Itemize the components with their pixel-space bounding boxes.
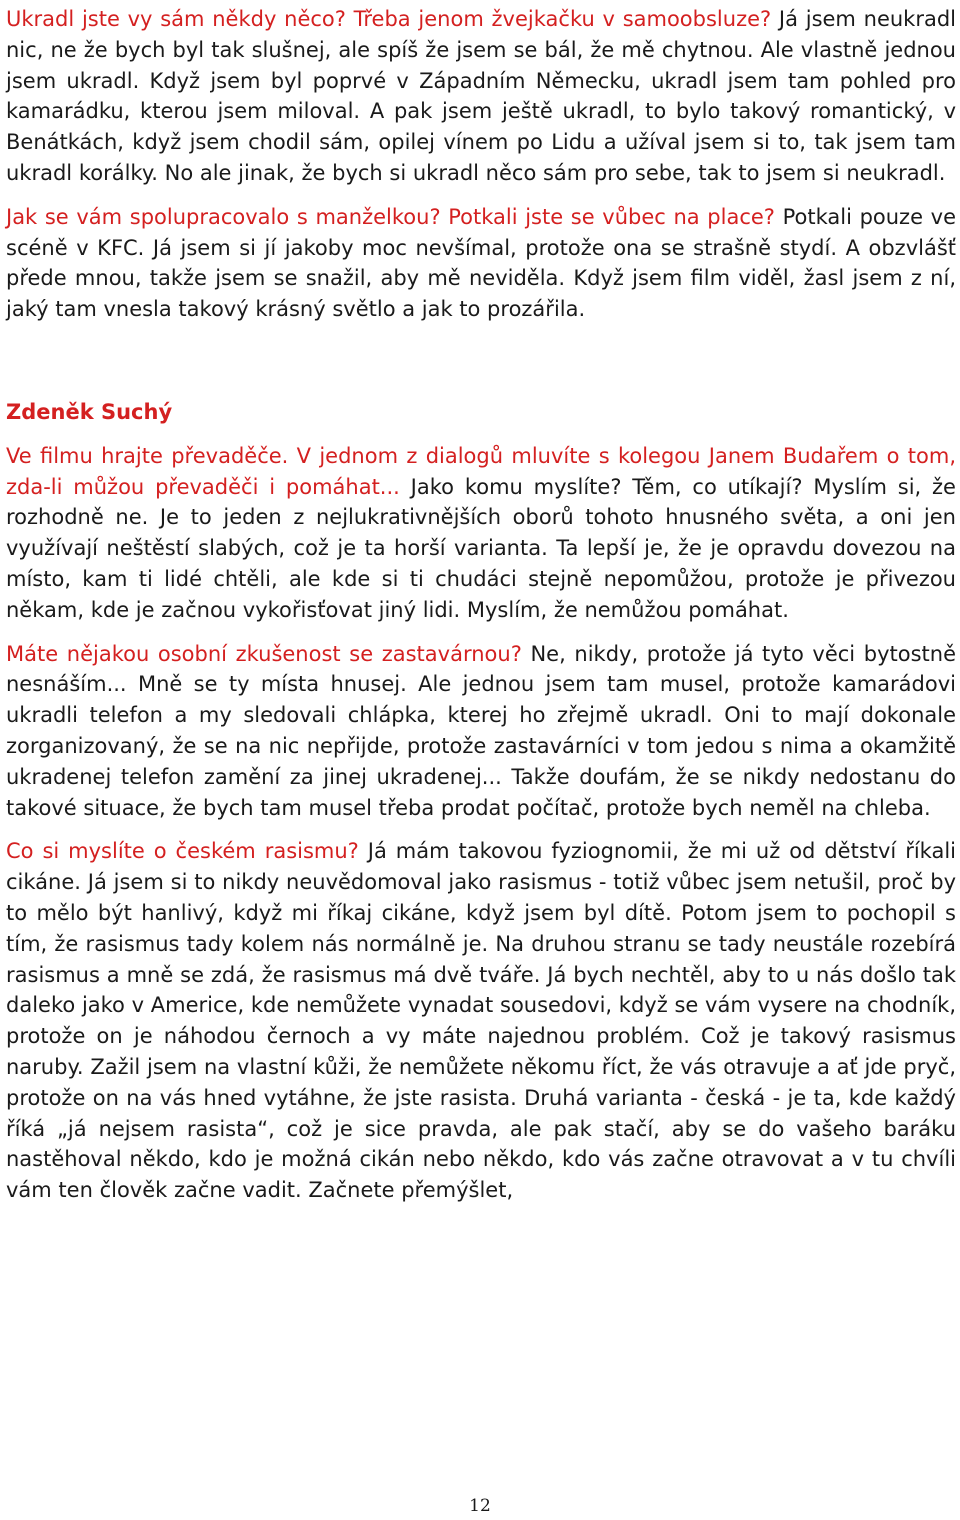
answer-text: Já mám takovou fyziognomii, že mi už od dětství říkali cikáne. Já jsem si to nikdy neuvědomoval jako rasismus - totiž vůbec jsem netušil, proč by to mělo být hanlivý, když mi říkaj cikáne, když jsem byl dítě. Potom jsem to pochopil s tím, že rasismus tady kolem nás normálně je. Na druhou stranu se tady neustále rozebírá rasismus a mně se zdá, že rasismus má dvě tváře. Já bych nechtěl, aby to u nás došlo tak daleko jako v Americe, kde nemůžete vynadat sousedovi, když se vám vysere na chodník, protože on je náhodou černoch a vy máte najednou problém. Což je takový rasismus naruby. Zažil jsem na vlastní kůži, že nemůžete někomu říct, že vás otravuje a ať jde pryč, protože on na vás hned vytáhne, že jste rasista. Druhá varianta - česká - je ta, kde každý říká „já nejsem rasista“, což je sice pravda, ale pak stačí, aby se do vašeho baráku nastěhoval někdo, kdo je možná cikán nebo někdo, kdo vás začne otravovat a v tu chvíli vám ten člověk začne vadit. Začnete přemýšlet, [6, 839, 956, 1203]
spacer [6, 823, 956, 836]
question-text: Co si myslíte o českém rasismu? [6, 839, 359, 864]
answer-text: Jako komu myslíte? Těm, co utíkají? Myslím si, že rozhodně ne. Je to jeden z nejlukrativnějších oborů tohoto hnusného světa, a oni jen využívají neštěstí slabých, což je ta horší varianta. Ta lepší je, že je opravdu dovezou na místo, kam ti lidé chtěli, ale kde si ti chudáci stejně nepomůžou, protože je přivezou někam, kde je začnou vykořisťovat jiný lidi. Myslím, že nemůžou pomáhat. [6, 474, 956, 622]
interview-paragraph-4 [6, 639, 956, 824]
answer-text: Ne, nikdy, protože já tyto věci bytostně nesnáším... Mně se ty místa hnusej. Ale jednou jsem tam musel, protože kamarádovi ukradli telefon a my sledovali chlápka, kterej ho zřejmě ukradl. Oni to mají dokonale zorganizovaný, že se na nic nepřijde, protože zastavárníci v tom jedou s nima a okamžitě ukradenej telefon zamění za jinej ukradenej... Takže doufám, že se nikdy nedostanu do takové situace, že bych tam musel třeba prodat počítač, protože bych neměl na chleba. [6, 641, 956, 820]
interview-paragraph-1 [6, 4, 956, 189]
interview-paragraph-3 [6, 441, 956, 626]
spacer [6, 626, 956, 639]
question-text: Máte nějakou osobní zkušenost se zastavárnou? [6, 641, 522, 666]
interview-paragraph-2 [6, 202, 956, 325]
page-number: 12 [469, 1496, 491, 1516]
document-page [6, 4, 956, 1206]
spacer [6, 325, 956, 397]
interview-paragraph-5 [6, 836, 956, 1206]
question-text: Ve filmu hrajte převaděče. V jednom z dialogů mluvíte s kolegou Janem Budařem o tom, zda-li můžou převaděči i pomáhat... [6, 443, 956, 499]
spacer [6, 428, 956, 441]
answer-text: Potkali pouze ve scéně v KFC. Já jsem si jí jakoby moc nevšímal, protože ona se strašně stydí. A obzvlášť přede mnou, takže jsem se snažil, aby mě neviděla. Když jsem film viděl, žasl jsem z ní, jaký tam vnesla takový krásný světlo a jak to prozářila. [6, 204, 956, 322]
question-text: Jak se vám spolupracovalo s manželkou? Potkali jste se vůbec na place? [6, 204, 775, 229]
question-text: Ukradl jste vy sám někdy něco? Třeba jenom žvejkačku v samoobsluze? [6, 7, 772, 31]
spacer [6, 189, 956, 202]
answer-text: Já jsem neukradl nic, ne že bych byl tak slušnej, ale spíš že jsem se bál, že mě chytnou. Ale vlastně jednou jsem ukradl. Když jsem byl poprvé v Západním Německu, ukradl jsem tam pohled pro kamarádku, kterou jsem miloval. A pak jsem ještě ukradl, to bylo takový romantický, v Benátkách, když jsem chodil sám, opilej vínem po Lidu a užíval jsem si to, tak jsem tam ukradl korálky. No ale jinak, že bych si ukradl něco sám pro sebe, tak to jsem si neukradl. [6, 7, 956, 185]
section-heading: Zdeněk Suchý [6, 399, 173, 424]
